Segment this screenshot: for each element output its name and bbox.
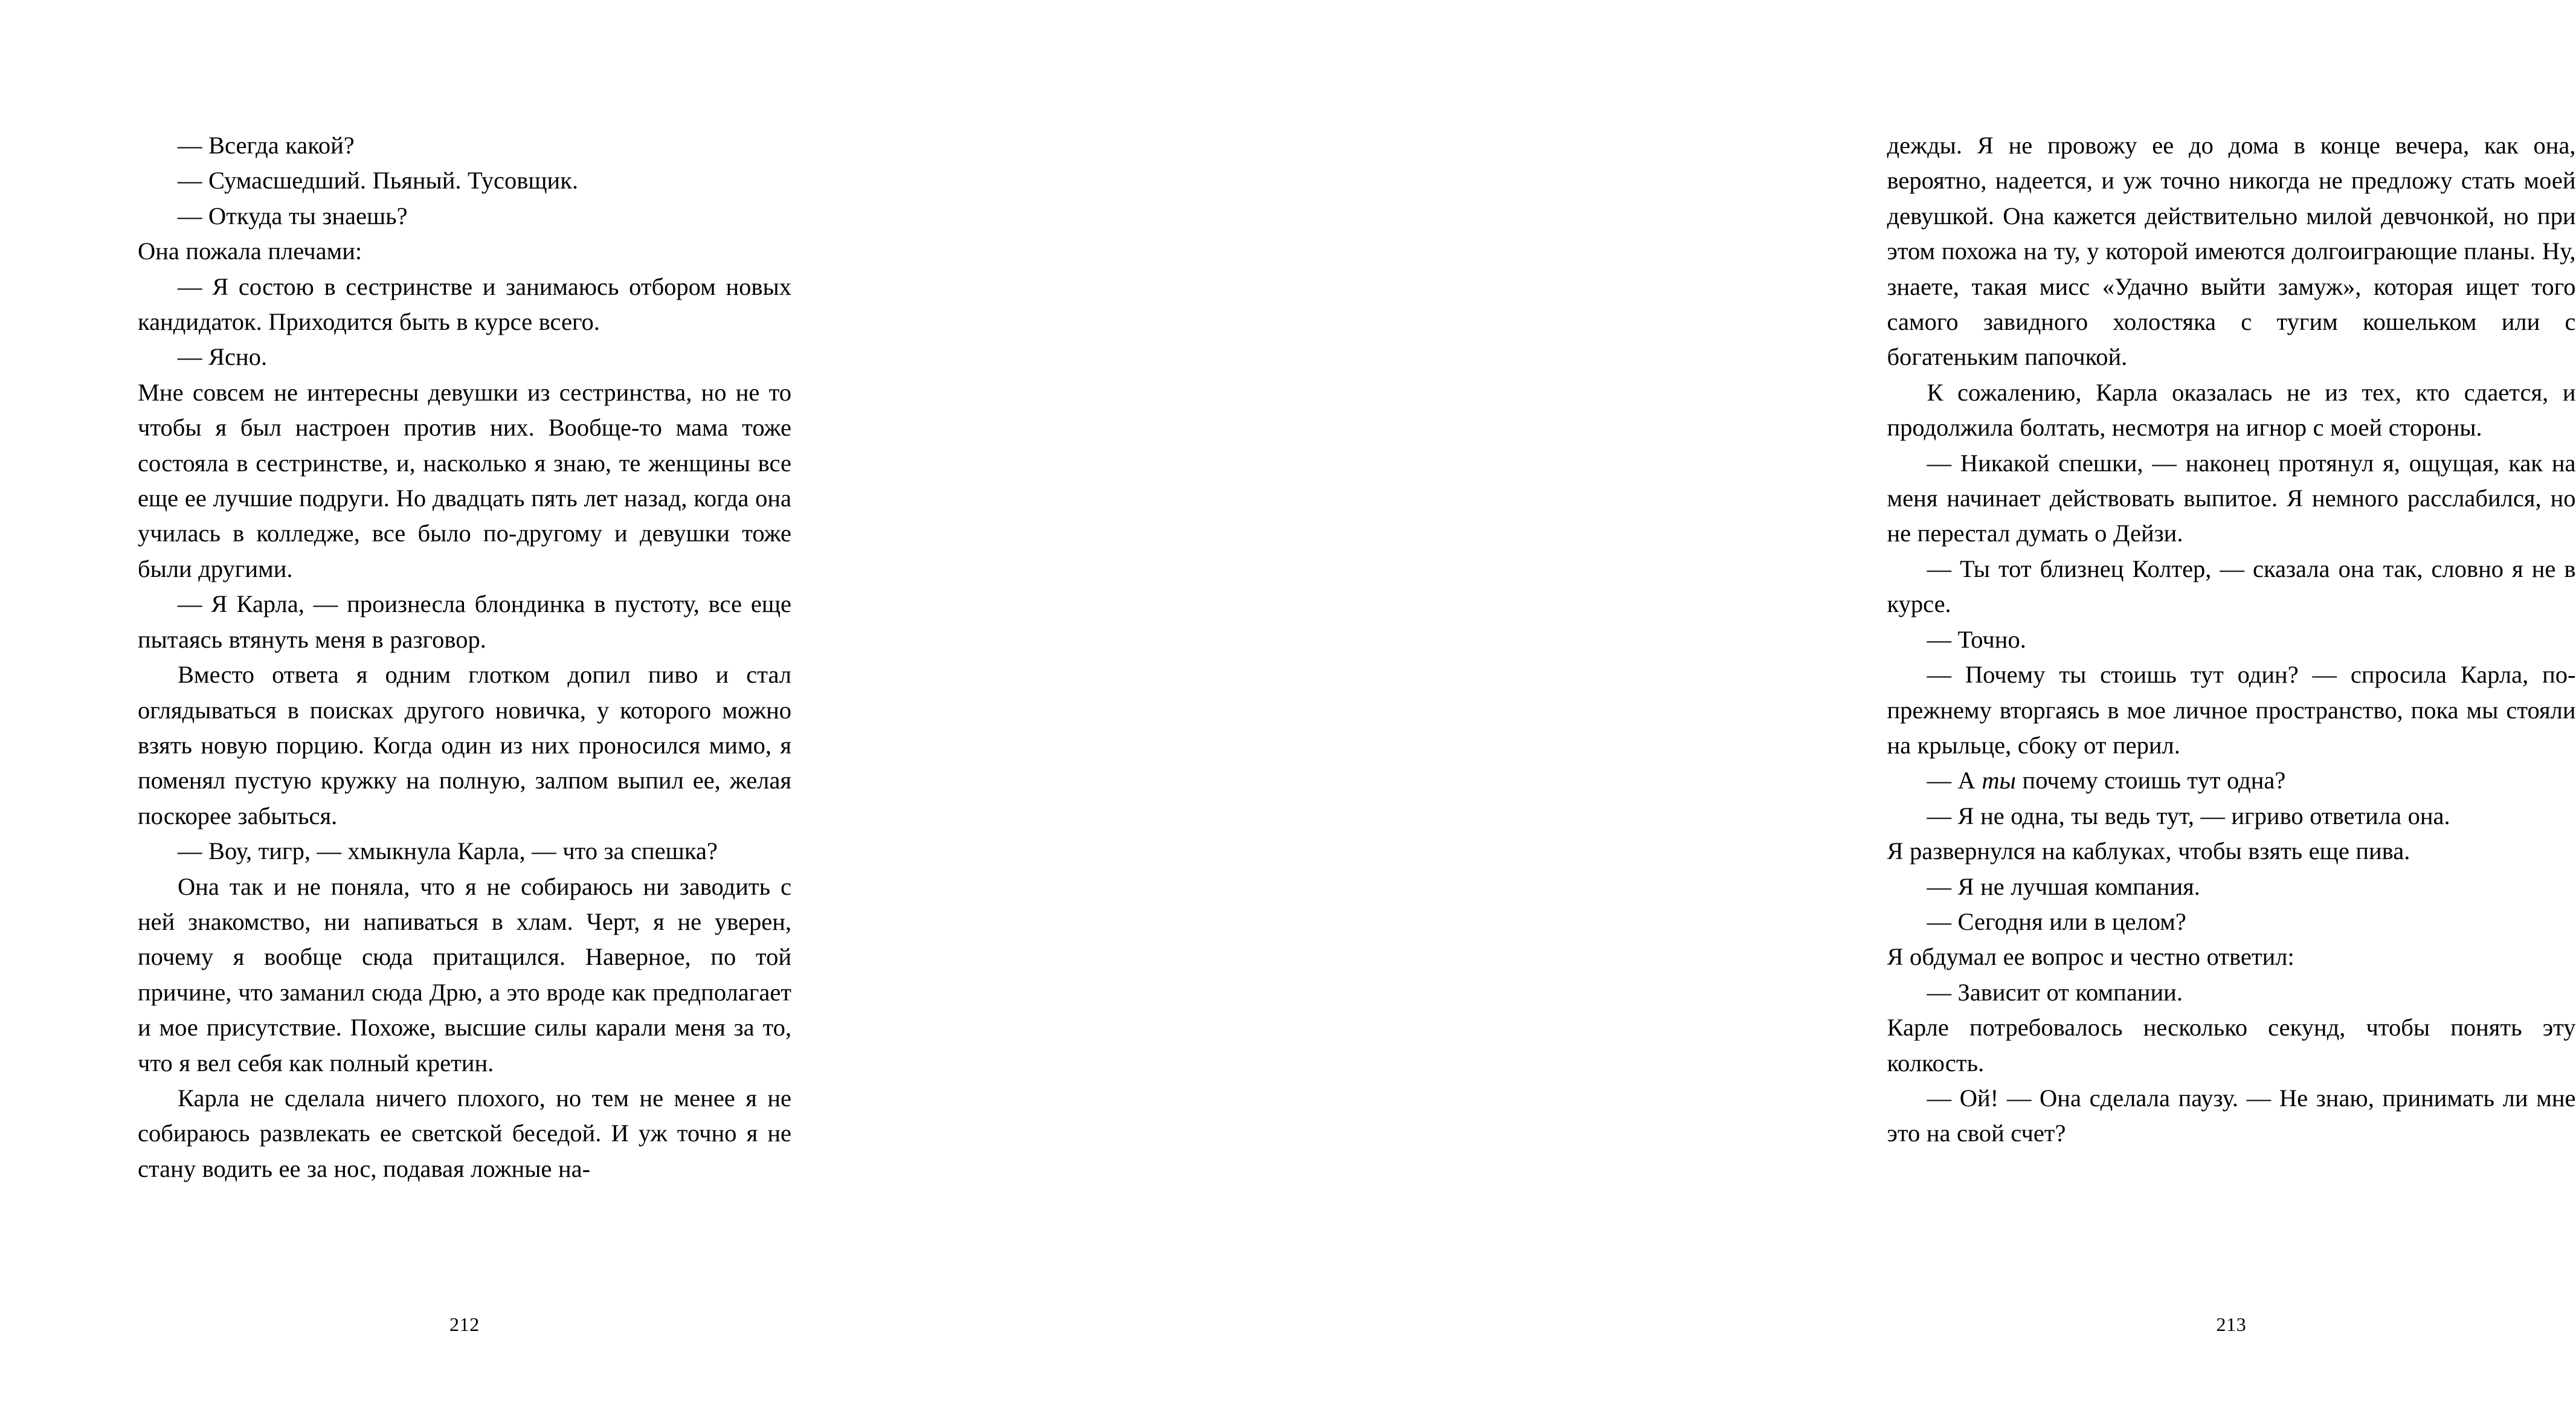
- paragraph-suffix: почему стоишь тут одна?: [2016, 767, 2286, 794]
- paragraph: Карле потребовалось несколько секунд, чтобы понять эту колкость.: [1887, 1014, 2576, 1077]
- paragraph: Она пожала плечами:: [138, 237, 362, 265]
- paragraph: — Ты тот близнец Колтер, — сказала она так, словно я не в курсе.: [1887, 555, 2576, 618]
- paragraph: — Всегда какой?: [178, 132, 355, 159]
- page-number-left: 212: [449, 1313, 480, 1335]
- paragraph: — Воу, тигр, — хмыкнула Карла, — что за спешка?: [178, 837, 718, 865]
- paragraph: Она так и не поняла, что я не собираюсь ни заводить с ней знакомство, ни напиваться в хлам. Черт, я не уверен, почему я вообще сюда притащился. Наверное, по той причине, что заманил сюда Дрю, а это вроде как предполагает и мое присутствие. Похоже, высшие силы карали меня за то, что я вел себя как полный кретин.: [138, 872, 791, 1077]
- paragraph: — Ой! — Она сделала паузу. — Не знаю, принимать ли мне это на свой счет?: [1887, 1084, 2576, 1147]
- paragraph: — Сумасшедший. Пьяный. Тусовщик.: [178, 167, 579, 195]
- paragraph: К сожалению, Карла оказалась не из тех, кто сдается, и продолжила болтать, несмотря на игнор с моей стороны.: [1887, 378, 2576, 442]
- page-right: [892, 0, 2576, 1427]
- paragraph: Я обдумал ее вопрос и честно ответил:: [1887, 943, 2294, 971]
- paragraph: Вместо ответа я одним глотком допил пиво и стал оглядываться в поисках другого новичка, у которого можно взять новую порцию. Когда один из них проносился мимо, я поменял пустую кружку на полную, залпом выпил ее, желая поскорее забыться.: [138, 661, 791, 829]
- paragraph: дежды. Я не провожу ее до дома в конце вечера, как она, вероятно, надеется, и уж точно никогда не предложу стать моей девушкой. Она кажется действительно милой девчонкой, но при этом похожа на ту, у которой имеются долгоиграющие планы. Ну, знаете, такая мисс «Удачно выйти замуж», которая ищет того самого завидного холостяка с тугим кошельком или с богатеньким папочкой.: [1887, 132, 2576, 371]
- paragraph: Мне совсем не интересны девушки из сестринства, но не то чтобы я был настроен против них. Вообще-то мама тоже состояла в сестринстве, и, насколько я знаю, те женщины все еще ее лучшие подруги. Но двадцать пять лет назад, когда она училась в колледже, все было по-другому и девушки тоже были другими.: [138, 378, 791, 582]
- paragraph: Карла не сделала ничего плохого, но тем не менее я не собираюсь развлекать ее светской беседой. И уж точно я не стану водить ее за нос, подавая ложные на-: [138, 1084, 791, 1182]
- paragraph-prefix: — А: [1927, 767, 1982, 794]
- paragraph: — Я не лучшая компания.: [1927, 872, 2200, 900]
- paragraph: — Я состою в сестринстве и занимаюсь отбором новых кандидаток. Приходится быть в курсе всего.: [138, 272, 791, 336]
- paragraph: — Ясно.: [178, 343, 268, 371]
- paragraph: — Зависит от компании.: [1927, 978, 2183, 1006]
- paragraph: — Я Карла, — произнесла блондинка в пустоту, все еще пытаясь втянуть меня в разговор.: [138, 590, 791, 653]
- paragraph: — Откуда ты знаешь?: [178, 202, 408, 230]
- paragraph: — Сегодня или в целом?: [1927, 907, 2186, 935]
- page-left: [0, 0, 892, 1427]
- page-number-right: 213: [2216, 1313, 2247, 1335]
- paragraph: — Почему ты стоишь тут один? — спросила Карла, по-прежнему вторгаясь в мое личное пространство, пока мы стояли на крыльце, сбоку от перил.: [1887, 661, 2576, 759]
- page-right-text-block: [1887, 128, 2576, 1152]
- paragraph-emphasis: [1887, 763, 2576, 798]
- page-left-text-block: [138, 128, 791, 1187]
- paragraph: — Я не одна, ты ведь тут, — игриво ответила она.: [1927, 802, 2450, 829]
- paragraph: — Точно.: [1927, 625, 2026, 653]
- emphasis-word: ты: [1982, 767, 2016, 794]
- paragraph: Я развернулся на каблуках, чтобы взять еще пива.: [1887, 837, 2410, 865]
- paragraph: — Никакой спешки, — наконец протянул я, ощущая, как на меня начинает действовать выпитое. Я немного расслабился, но не перестал думать о Дейзи.: [1887, 449, 2576, 547]
